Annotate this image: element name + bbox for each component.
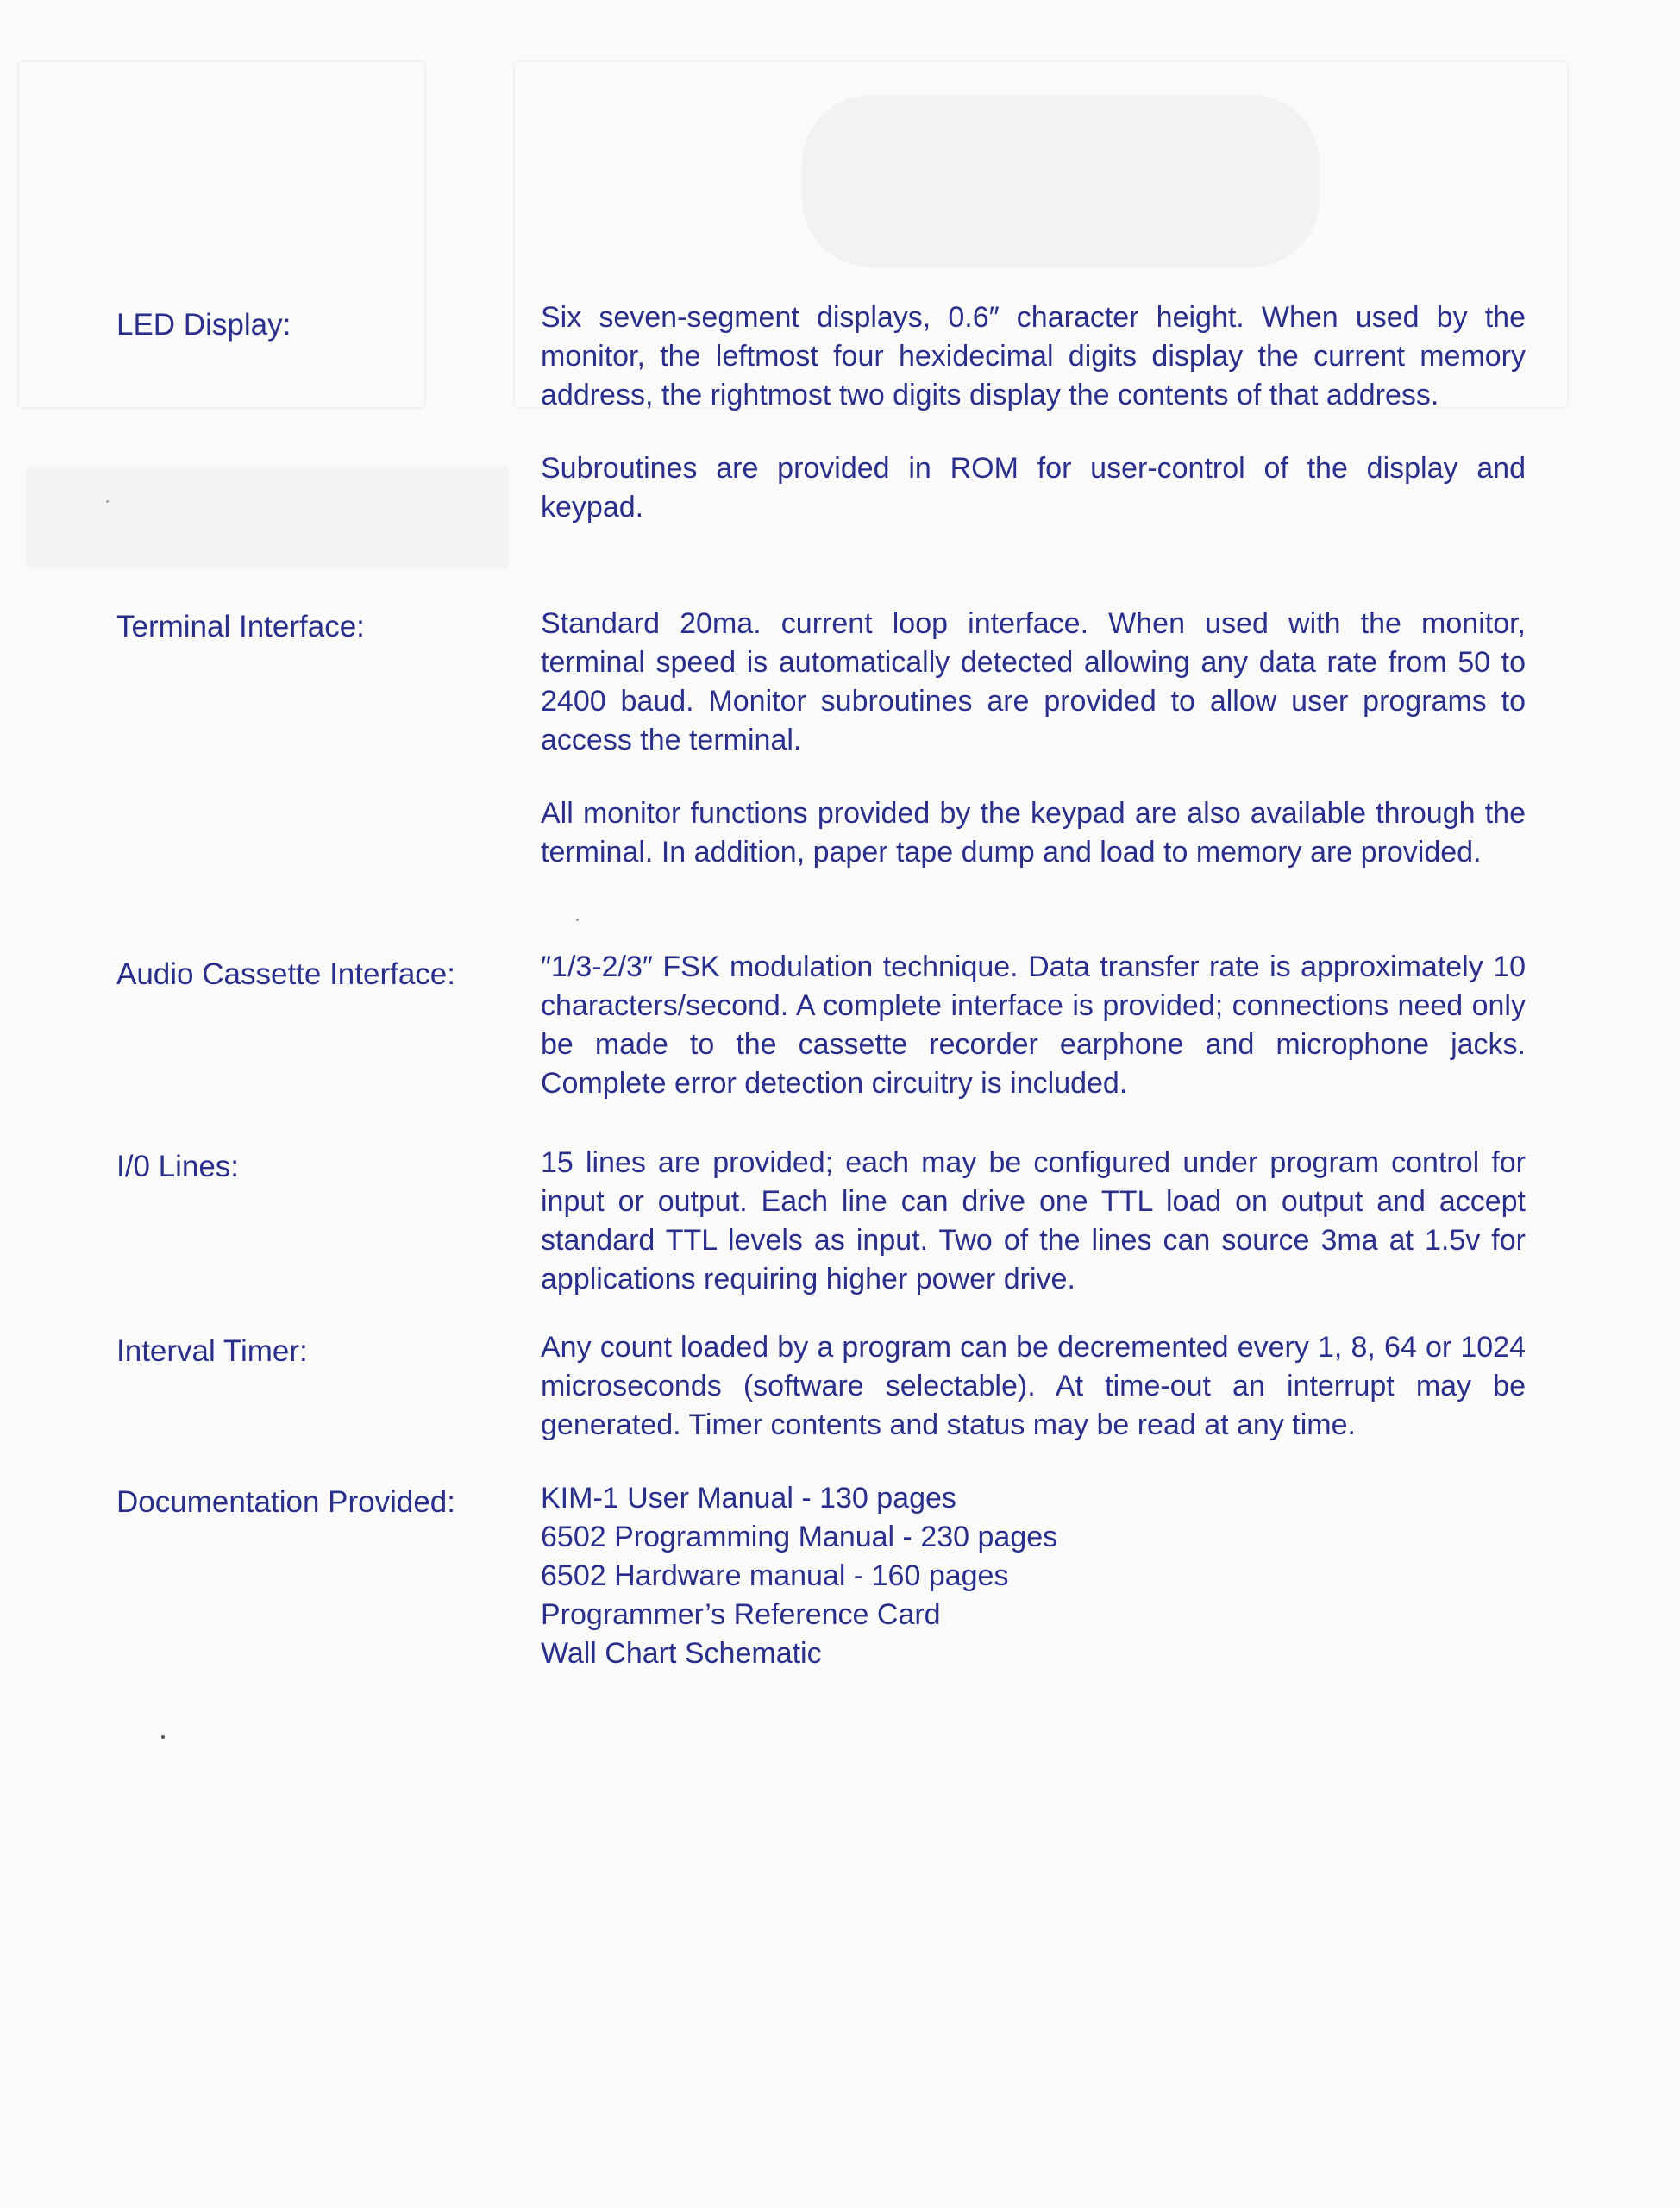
documentation-item: 6502 Programming Manual - 230 pages [541, 1521, 1058, 1553]
spec-label: Interval Timer: [116, 1334, 308, 1368]
spec-description [541, 1144, 1526, 1299]
spec-paragraph: Six seven-segment displays, 0.6″ character height. When used by the monitor, the leftmost four hexidecimal digits display the current memory address, the rightmost two digits display the contents of that address. [541, 301, 1526, 411]
spec-description [541, 1328, 1526, 1445]
spec-description [541, 948, 1526, 1103]
spec-label: I/0 Lines: [116, 1150, 240, 1183]
ink-speck [106, 500, 109, 503]
spec-description [541, 605, 1526, 872]
spec-label: Documentation Provided: [116, 1485, 455, 1519]
spec-paragraph: Subroutines are provided in ROM for user-control of the display and keypad. [541, 452, 1526, 524]
bleed-through-block [26, 466, 509, 569]
documentation-list [541, 1479, 1526, 1673]
ink-speck [161, 1735, 165, 1739]
spec-description [541, 298, 1526, 527]
spec-paragraph: All monitor functions provided by the keypad are also available through the terminal. In addition, paper tape dump and load to memory are provided. [541, 797, 1526, 869]
spec-paragraph: ″1/3-2/3″ FSK modulation technique. Data transfer rate is approximately 10 characters/second. A complete interface is provided; connections need only be made to the cassette recorder earphone and microphone jacks. Complete error detection circuitry is included. [541, 950, 1526, 1100]
bleed-through-logo [802, 95, 1320, 267]
bleed-through-frame [17, 60, 426, 409]
spec-paragraph: Standard 20ma. current loop interface. When used with the monitor, terminal speed is automatically detected allowing any data rate from 50 to 2400 baud. Monitor subroutines are provided to allow user programs to access the terminal. [541, 607, 1526, 756]
spec-label: Audio Cassette Interface: [116, 957, 455, 991]
spec-paragraph: 15 lines are provided; each may be configured under program control for input or output. Each line can drive one TTL load on output and accept standard TTL levels as input. Two of the lines can source 3ma at 1.5v for applications requiring higher power drive. [541, 1146, 1526, 1295]
ink-speck [576, 919, 579, 921]
documentation-list-container [541, 1479, 1526, 1673]
documentation-item: 6502 Hardware manual - 160 pages [541, 1559, 1009, 1592]
spec-paragraph: Any count loaded by a program can be decremented every 1, 8, 64 or 1024 microseconds (software selectable). At time-out an interrupt may be generated. Timer contents and status may be read at any time. [541, 1331, 1526, 1441]
documentation-item: Programmer’s Reference Card [541, 1598, 941, 1631]
documentation-item: Wall Chart Schematic [541, 1637, 822, 1670]
spec-label: Terminal Interface: [116, 610, 365, 643]
spec-label: LED Display: [116, 308, 291, 342]
documentation-item: KIM-1 User Manual - 130 pages [541, 1482, 956, 1515]
